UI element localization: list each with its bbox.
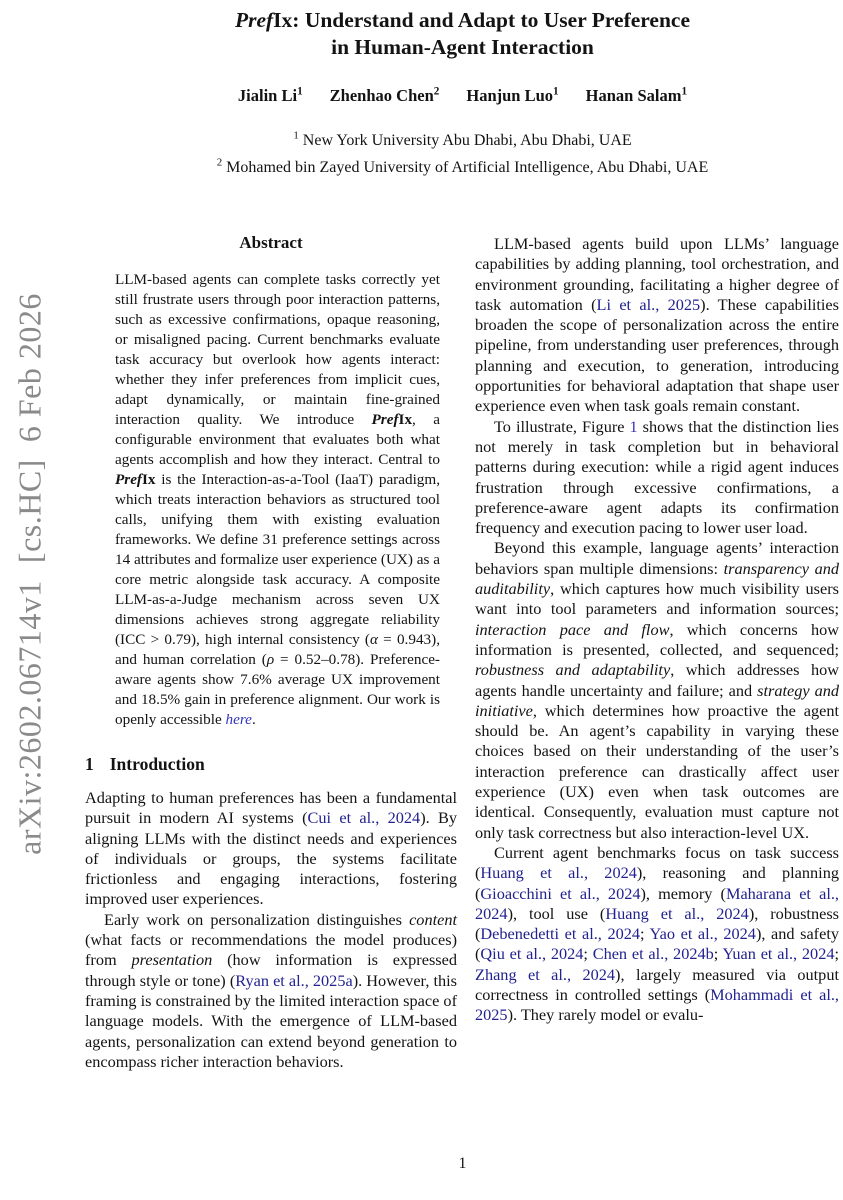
citation-link[interactable]: Huang et al., 2024 [605, 903, 749, 923]
authors-row [85, 86, 840, 106]
affiliation: $^1$ New York University Abu Dhabi, Abu Dhabi, UAE [293, 129, 632, 149]
affiliations [85, 127, 840, 181]
paper-title-line-1: PrefIx: Understand and Adapt to User Preference [234, 8, 691, 32]
emphasis-text: Pref [371, 411, 399, 428]
citation-link[interactable]: Yao et al., 2024 [649, 924, 756, 944]
affiliation-sup: 1 [293, 129, 299, 142]
figure-reference-link[interactable]: 1 [629, 416, 638, 436]
emphasis-text: Ix [142, 471, 156, 488]
introduction-body [85, 788, 457, 1072]
citation-link[interactable]: Gioacchini et al., 2024 [480, 883, 641, 903]
citation-link[interactable]: Ryan et al., 2025a [235, 970, 353, 990]
emphasis-text: Ix [398, 411, 413, 428]
paragraph: Early work on personalization distinguishes content (what facts or recommendations the model produces) from presentation (how information is expressed through style or tone) (Ryan et al., 2025a). However, this framing is constrained by the limited interaction space of language models. With the emergence of LLM-based agents, personalization can extend beyond generation to encompass richer interaction behaviors. [85, 909, 458, 1071]
affiliation: $^2$ Mohamed bin Zayed University of Artificial Intelligence, Abu Dhabi, UAE [216, 156, 709, 176]
emphasis-text: interaction pace and flow [475, 619, 670, 639]
citation-link[interactable]: Yuan et al., 2024 [722, 944, 835, 964]
citation-link[interactable]: Debenedetti et al., 2024 [480, 924, 641, 944]
author-affiliation-sup: 1 [553, 85, 559, 98]
author-affiliation-sup: 1 [297, 85, 303, 98]
author-name: Hanjun Luo$^1$ [466, 85, 559, 105]
author-name: Zhenhao Chen$^2$ [329, 85, 440, 105]
left-column [85, 228, 457, 1072]
paper-title [85, 7, 840, 61]
author-name: Hanan Salam$^1$ [585, 85, 688, 105]
right-column [475, 228, 839, 1026]
paragraph: Current agent benchmarks focus on task success (Huang et al., 2024), reasoning and planning (Gioacchini et al., 2024), memory (Maharana et al., 2024), tool use (Huang et al., 2024), robustness (Debenedetti et al., 2024; Yao et al., 2024), and safety (Qiu et al., 2024; Chen et al., 2024b; Yuan et al., 2024; Zhang et al., 2024), largely measured via output correctness in controlled settings (Mohammadi et al., 2025). They rarely model or evalu- [475, 842, 840, 1025]
paper-title-line-2: in Human-Agent Interaction [331, 35, 594, 59]
paragraph: To illustrate, Figure 1 shows that the distinction lies not merely in task completion but in behavioral patterns during execution: while a rigid agent induces frustration through excessive confirmations, a preference-aware agent adapts its confirmation frequency and execution pacing to lower user load. [475, 416, 839, 538]
author-name: Jialin Li$^1$ [237, 85, 303, 105]
citation-link[interactable]: Zhang et al., 2024 [475, 964, 616, 984]
affiliation-sup: 2 [216, 156, 223, 169]
paragraph: Beyond this example, language agents’ interaction behaviors span multiple dimensions: transparency and auditability, which captures how much visibility users want into tool parameters and information sources; interaction pace and flow, which concerns how information is presented, collected, and sequenced; robustness and adaptability, which addresses how agents handle uncertainty and failure; and strategy and initiative, which determines how proactive the agent should be. An agent’s capability in varying these choices based on their understanding of the user’s interaction preference can drastically affect user experience (UX) even when task outcomes are identical. Consequently, evaluation must capture not only task correctness but also interaction-level UX. [475, 538, 840, 842]
emphasis-text: α [369, 631, 378, 648]
author-affiliation-sup: 1 [681, 85, 688, 98]
emphasis-text: Pref [234, 8, 274, 32]
emphasis-text: presentation [131, 950, 213, 970]
emphasis-text: Pref [115, 471, 142, 488]
citation-link[interactable]: Maharana et al., 2024 [475, 883, 839, 923]
citation-link[interactable]: Mohammadi et al., 2025 [475, 984, 839, 1025]
paper-header [85, 0, 840, 181]
abstract-text: LLM-based agents can complete tasks correctly yet still frustrate users through poor interaction patterns, such as excessive confirmations, opaque reasoning, or misaligned pacing. Current benchmarks evaluate task accuracy but overlook how agents interact: whether they infer preferences from implicit cues, adapt dynamically, or maintain fine-grained interaction quality. We introduce PrefIx, a configurable environment that evaluates both what agents accomplish and how they interact. Central to PrefIx is the Interaction-as-a-Tool (IaaT) paradigm, which treats interaction behaviors as structured tool calls, unifying them with existing evaluation frameworks. We define 31 preference settings across 14 attributes and formalize user experience (UX) as a core metric alongside task accuracy. A composite LLM-as-a-Judge mechanism across seven UX dimensions achieves strong aggregate reliability (ICC > 0.79), high internal consistency (α = 0.943), and human correlation (ρ = 0.52–0.78). Preference-aware agents show 7.6% average UX improvement and 18.5% gain in preference alignment. Our work is openly accessible here. [115, 271, 440, 728]
author-affiliation-sup: 2 [433, 85, 440, 98]
citation-link[interactable]: Li et al., 2025 [596, 294, 701, 314]
citation-link[interactable]: Qiu et al., 2024 [480, 944, 584, 964]
emphasis-text: content [409, 909, 457, 929]
citation-link[interactable]: Chen et al., 2024b [592, 944, 714, 964]
external-link[interactable]: here [225, 711, 252, 728]
section-number: 1 [85, 754, 94, 774]
emphasis-text: transparency and auditability [475, 558, 839, 599]
citation-link[interactable]: Huang et al., 2024 [480, 863, 637, 883]
paragraph: LLM-based agents build upon LLMs’ language capabilities by adding planning, tool orchestration, and environment grounding, facilitating a higher degree of task automation (Li et al., 2025). These capabilities broaden the scope of personalization across the entire pipeline, from understanding user preferences, through planning and execution, to generation, introducing opportunities for behavioral adaptation that shape user experience even when task goals remain constant. [475, 234, 839, 416]
section-heading-introduction [85, 754, 457, 775]
arxiv-watermark: arXiv:2602.06714v1 [cs.HC] 6 Feb 2026 [11, 293, 48, 855]
page-number: 1 [458, 1155, 467, 1172]
citation-link[interactable]: Cui et al., 2024 [307, 808, 421, 828]
emphasis-text: ρ [266, 651, 275, 668]
emphasis-text: robustness and adaptability [475, 660, 671, 680]
paragraph: Adapting to human preferences has been a fundamental pursuit in modern AI systems (Cui et al., 2024). By aligning LLMs with the distinct needs and experiences of individuals or groups, the systems facilitate frictionless and engaging interactions, fostering improved user experiences. [85, 788, 457, 909]
section-title: Introduction [109, 754, 205, 774]
abstract-heading: Abstract [239, 233, 303, 252]
emphasis-text: strategy and initiative [475, 680, 839, 720]
